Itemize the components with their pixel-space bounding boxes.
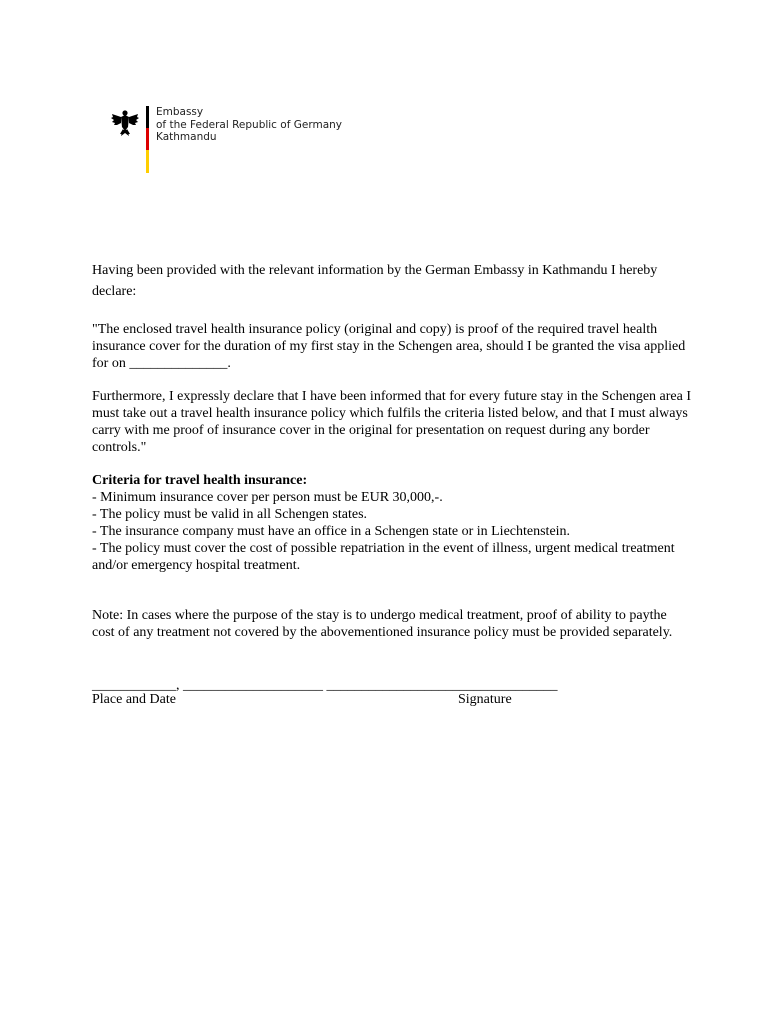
note-paragraph: Note: In cases where the purpose of the stay is to undergo medical treatment, proof of ability to paythe cost of any treatment not covered by the abovementioned insurance policy must be provided separately. — [92, 608, 673, 640]
embassy-line-3: Kathmandu — [156, 131, 217, 143]
flag-stripe-red — [146, 128, 149, 150]
federal-eagle-icon — [110, 108, 140, 138]
signature-label: Signature — [458, 692, 512, 707]
signature-lines: ____________, ____________________ _________________________________ — [92, 678, 558, 693]
flag-stripe-black — [146, 106, 149, 128]
criteria-item: - The policy must be valid in all Schengen states. — [92, 507, 368, 522]
criteria-heading: Criteria for travel health insurance: — [92, 473, 308, 488]
embassy-line-1: Embassy — [156, 106, 204, 118]
intro-paragraph: Having been provided with the relevant information by the German Embassy in Kathmandu I hereby declare: — [92, 263, 658, 299]
german-flag-bar — [146, 106, 149, 173]
criteria-item: - The policy must cover the cost of possible repatriation in the event of illness, urgent medical treatment and/or emergency hospital treatment. — [92, 541, 675, 573]
criteria-section — [92, 472, 692, 574]
flag-stripe-gold — [146, 150, 149, 173]
place-and-date-label: Place and Date — [92, 692, 176, 707]
declaration-quote-part1: "The enclosed travel health insurance policy (original and copy) is proof of the required travel health insurance cover for the duration of my first stay in the Schengen area, should I be granted the visa applied for on ______________. — [92, 322, 686, 371]
criteria-item: - The insurance company must have an office in a Schengen state or in Liechtenstein. — [92, 524, 571, 539]
embassy-line-2: of the Federal Republic of Germany — [156, 118, 343, 131]
criteria-item: - Minimum insurance cover per person must be EUR 30,000,-. — [92, 490, 443, 505]
embassy-name — [156, 106, 342, 144]
declaration-quote-part2: Furthermore, I expressly declare that I have been informed that for every future stay in the Schengen area I must take out a travel health insurance policy which fulfils the criteria listed below, and that I must always carry with me proof of insurance cover in the original for presentation on request during any border controls." — [92, 389, 692, 455]
